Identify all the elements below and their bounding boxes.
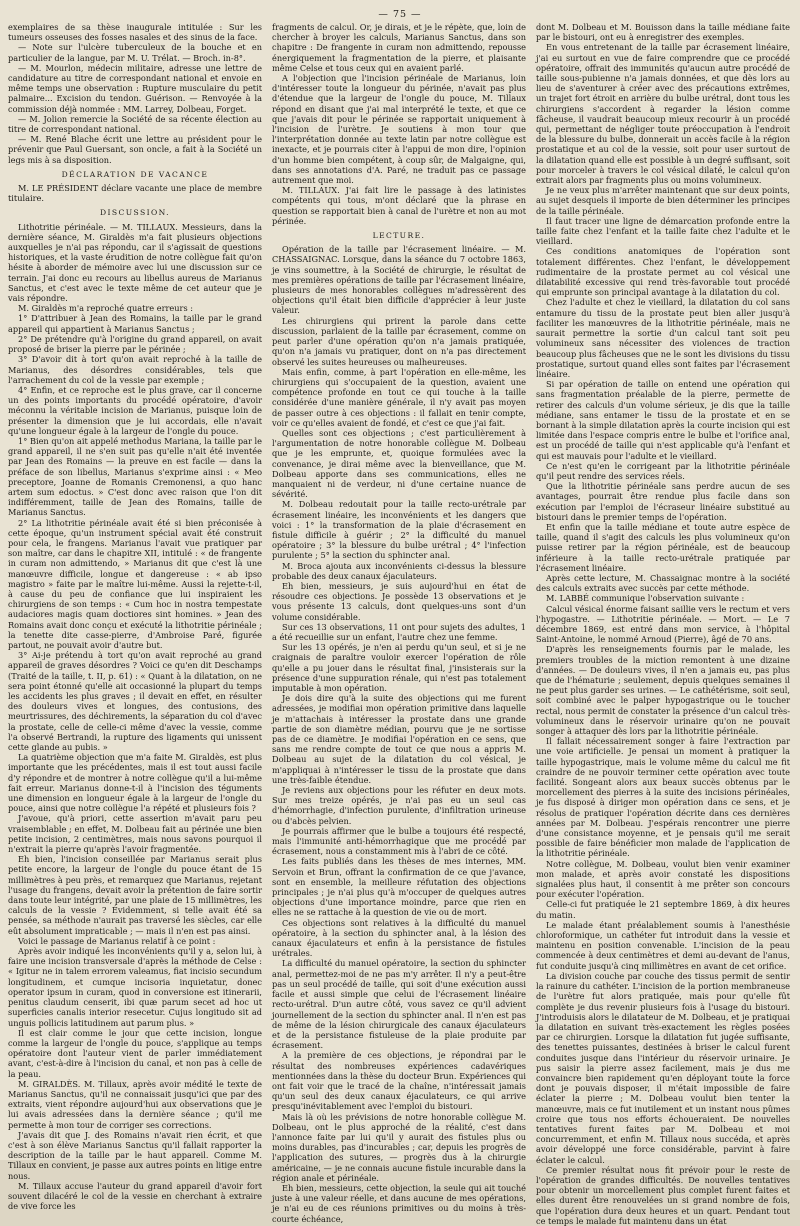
paragraph: Eh bien, messieurs, cette objection, la seule qui ait touché juste à une valeur réelle, et dans aucune de mes opérations, je n'ai eu de ces réunions primitives ou du moins à très-courte échéance, [272, 1182, 526, 1224]
paragraph: J'avoue, qu'à priori, cette assertion m'avait paru peu vraisemblable ; en effet, M. Dolbeau fait au périnée une bien petite incision, 2 centimètres, mais nous savons pourquoi il n'extrait la pierre qu'après l'avoir fragmentée. [8, 813, 262, 855]
paragraph: Notre collègue, M. Dolbeau, voulut bien venir examiner mon malade, et après avoir constaté les dispositions signalées plus haut, il consentit à me prêter son concours pour exécuter l'opération. [536, 858, 790, 900]
paragraph: M. Dolbeau redoutait pour la taille recto-urétrale par écrasement linéaire, les inconvénients et les dangers que voici : 1° la transformation de la plaie d'écrasement en fistule difficile à guérir ; 2° la difficulté du manuel opératoire ; 3° la blessure du bulbe urétral ; 4° l'infection purulente ; 5° la section du sphincter anal. [272, 499, 526, 561]
paragraph: Chez l'adulte et chez le vieillard, la dilatation du col sans entamure du tissu de la prostate peut bien aller jusqu'à faciliter les manœuvres de la lithotritie périnéale, mais ne saurait permettre la sortie d'un calcul tant soit peu volumineux sans nécessiter des violences de traction beaucoup plus fâcheuses que ne le sont les divisions du tissu prostatique, surtout quand elles sont faites par l'écrasement linéaire. [536, 297, 790, 379]
paragraph: Je dois dire qu'à la suite des objections qui me furent adressées, je modifiai mon opération primitive dans laquelle je m'attachais à intéresser la prostate dans une grande partie de son diamètre médian, pourvu que je ne sortisse pas de ce diamètre. Je modifiai l'opération en ce sens, que sans me rendre compte de tout ce que nous a appris M. Dolbeau au sujet de la dilatation du col vésical, je m'appliquai à n'intéresser le tissu de la prostate que dans une très-faible étendue. [272, 693, 526, 785]
paragraph: Calcul vésical énorme faisant saillie vers le rectum et vers l'hypogastre. — Lithotritie périnéale. — Mort. — Le 7 décembre 1869, est entré dans mon service, à l'hôpital Saint-Antoine, le nommé Arnoud (Pierre), âgé de 70 ans. [536, 603, 790, 645]
paragraph: Eh bien, l'incision conseillée par Marianus serait plus petite encore, la largeur de l'ongle du pouce étant de 15 millimètres à peu près, et remarquez que Marianus, rejetant l'usage du frangens, devait avoir la prétention de faire sortir dans toute leur intégrité, par une plaie de 15 millimètres, les calculs de la vessie ? Évidemment, si telle avait été sa pensée, sa méthode n'aurait pas traversé les siècles, car elle eût absolument impraticable ; — mais il n'en est pas ainsi. [8, 854, 262, 936]
paragraph: Mais là où les prévisions de notre honorable collègue M. Dolbeau, ont le plus approché de la réalité, c'est dans l'annonce faite par lui qu'il y aurait des fistules plus ou moins durables, pas d'incurables ; car, depuis les progrès de l'application des sutures, — progrès dus à la chirurgie américaine, — je ne connais aucune fistule incurable dans la région anale et périnéale. [272, 1111, 526, 1183]
paragraph: 2° La lithotritie périnéale avait été si bien préconisée à cette époque, qu'un instrument spécial avait été construit pour cela, le frangens. Marianus l'avait vue pratiquer par son maître, car dans le chapitre XII, intitulé : « de frangente in curam non admittendo, » Marianus dit que c'est là une manœuvre difficile, longue et dangereuse : « ab ipso magistro » faite par le maître lui-même. Aussi la rejette-t-il, à cause du peu de confiance que lui inspiraient les chirurgiens de son temps : « Cum hoc in nostra tempestate audaciores magis quam doctiores sint homines. » Jean des Romains avait donc conçu et exécuté la lithotritie périnéale ; la tenette dite casse-pierre, d'Ambroise Paré, figurée partout, ne pouvait avoir d'autre but. [8, 517, 262, 650]
paragraph: La difficulté du manuel opératoire, la section du sphincter anal, permettez-moi de ne pas m'y arrêter. Il n'y a peut-être pas un seul procédé de taille, qui soit d'une exécution aussi facile et aussi simple que celui de l'écrasement linéaire recto-urétral. D'un autre côté, vous savez ce qu'il advient journellement de la section du sphincter anal. Il n'en est pas de même de la lésion chirurgicale des canaux éjaculateurs et de la persistance fistuleuse de la plaie produite par écrasement. [272, 958, 526, 1051]
section-heading: LECTURE. [372, 231, 426, 241]
paragraph: Après avoir indiqué les inconvénients qu'il y a, selon lui, à faire une incision transversale d'après la méthode de Celse : « Igitur ne in talem errorem valeamus, fiat incisio secundum longitudinem, et cumque incisoria inquietatur, donec operator ipsum in curam, quod in conversione est itinerarii, penitus claudum censerit, ibi quæ parum secet ad hoc ut superficies canalis interior resecetur. Cujus longitudo sit ad unguis pollicis latitudinem aut parum plus. » [8, 946, 262, 1028]
paragraph: J'avais dit que J. des Romains n'avait rien écrit, et que c'est à son élève Marianus Sanctus qu'il fallait rapporter la description de la taille par le haut appareil. Comme M. Tillaux en convient, je passe aux autres points en litige entre nous. [8, 1129, 262, 1181]
paragraph: M. LE PRÉSIDENT déclare vacante une place de membre titulaire. [8, 183, 262, 204]
paragraph: Que la lithotritie périnéale sans perdre aucun de ses avantages, pourrait être rendue plus facile dans son exécution par l'emploi de l'écraseur linéaire substitué au bistouri dans le premier temps de l'opération. [536, 481, 790, 522]
paragraph: M. TILLAUX. J'ai fait lire le passage à des latinistes compétents qui tous, m'ont déclaré que la phrase en question se rapportait bien à canal de l'urètre et non au mot périnée. [272, 185, 526, 226]
page-number: — 75 — [378, 9, 422, 20]
paragraph: M. LABBÉ communique l'observation suivante : [546, 593, 745, 604]
paragraph: La division couche par couche des tissus permit de sentir la rainure du cathéter. L'incision de la portion membraneuse de l'urètre fut alors pratiquée, mais pour qu'elle fût complète je dus revenir plusieurs fois à l'usage du bistouri. J'introduisis alors le dilatateur de M. Dolbeau, et je pratiquai la dilatation en suivant très-exactement les règles posées par ce chirurgien. Lorsque la dilatation fut jugée suffisante, des tenettes puissantes, destinées à briser le calcul furent conduites jusque dans l'intérieur du réservoir urinaire. Je pus saisir la pierre assez facilement, mais je dus me convaincre bien rapidement qu'en déployant toute la force dont je pouvais disposer, il m'était impossible de faire éclater la pierre ; M. Dolbeau voulut bien tenter la manœuvre, mais ce fut inutilement et un instant nous pûmes croire que tous nos efforts échoueraient. De nouvelles tentatives furent faites par M. Dolbeau et moi concurremment, et enfin M. Tillaux nous succéda, et après avoir développé une force considérable, parvint à faire éclater le calcul. [536, 970, 790, 1165]
paragraph: 4° Enfin, et ce reproche est le plus grave, car il concerne un des points importants du procédé opératoire, d'avoir méconnu la véritable incision de Marianus, puisque loin de présenter la dimension que je lui accordais, elle n'avait qu'une longueur égale à la largeur de l'ongle du pouce. [8, 384, 262, 436]
paragraph: Le malade étant préalablement soumis à l'anesthésie chloroformique, un cathéter fut introduit dans la vessie et maintenu en position convenable. L'incision de la peau commencée à deux centimètres et demi au-devant de l'anus, fut conduite jusqu'à cinq millimètres en avant de cet orifice. [536, 919, 790, 971]
column-left [8, 22, 262, 1212]
paragraph: Sur les 13 opérés, je n'en ai perdu qu'un seul, et si je ne craignais de paraître vouloir exercer l'opération de rôle qu'elle a pu jouer dans le résultat final, j'insisterais sur la présence d'une suppuration rénale, qui n'est pas totalement imputable à mon opération. [272, 642, 526, 693]
paragraph: Après cette lecture, M. Chassaignac montre à la société des calculs extraits avec succès par cette méthode. [536, 572, 790, 594]
paragraph: — M. Jolion remercie la Société de sa récente élection au titre de correspondant national. [8, 113, 262, 135]
paragraph: Sur ces 13 observations, 11 ont pour sujets des adultes, 1 a été recueillie sur un enfant, l'autre chez une femme. [272, 621, 526, 642]
paragraph: Je pourrais affirmer que le bulbe a toujours été respecté, mais l'immunité anti-hémorrhagique que me procédé par écrasement, nous a constamment mis à l'abri de ce côté. [272, 825, 526, 857]
paragraph: fragments de calcul. Or, je dirais, et je le répète, que, loin de chercher à broyer les calculs, Marianus Sanctus, dans son chapitre : De frangente in curam non admittendo, repousse énergiquement la fragmentation de la pierre, et plaisante même Celse et tous ceux qui en avaient parlé. [272, 22, 526, 73]
paragraph: — M. Mourlon, médecin militaire, adresse une lettre de candidature au titre de correspondant national et envoie en même temps une observation : Rupture musculaire du petit palmaire... Excision du tendon. Guérison. — Renvoyée à la commission déjà nommée : MM. Larrey, Dolbeau, Forget. [8, 62, 262, 114]
paragraph: exemplaires de sa thèse inaugurale intitulée : Sur les tumeurs osseuses des fosses nasales et des sinus de la face. [8, 22, 262, 43]
paragraph: Et enfin que la taille médiane et toute autre espèce de taille, quand il s'agit des calculs les plus volumineux qu'on puisse retirer par la région périnéale, est de beaucoup inférieure à la taille recto-urétrale pratiquée par l'écrasement linéaire. [536, 521, 790, 573]
paragraph: M. Broca ajouta aux inconvénients ci-dessus la blessure probable des deux canaux éjaculateurs. [272, 560, 526, 581]
paragraph: 1° D'attribuer à Jean des Romains, la taille par le grand appareil qui appartient à Marianus Sanctus ; [8, 313, 262, 334]
paragraph: — Note sur l'ulcère tuberculeux de la bouche et en particulier de la langue, par M. U. Trélat. — Broch. in-8°. [8, 42, 262, 63]
paragraph: 2° De prétendre qu'à l'origine du grand appareil, on avait proposé de briser la pierre par le périnée ; [8, 333, 262, 355]
paragraph: 1° Bien qu'on ait appelé methodus Mariana, la taille par le grand appareil, il ne s'en suit pas qu'elle n'ait été inventée par Jean des Romains — la preuve en est facile — dans la préface de son libellus, Marianus s'exprime ainsi : « Meo preceptore, Joanne de Romanis Cremonensi, a quo hanc artem sum edoctus. » C'est donc avec raison que l'on dit indifféremment, taille de Jean des Romains, taille de Marianus Sanctus. [8, 435, 262, 518]
paragraph: Opération de la taille par l'écrasement linéaire. — M. CHASSAIGNAC. Lorsque, dans la séance du 7 octobre 1863, je vins soumettre, à la Société de chirurgie, le résultat de mes premières opérations de taille par l'écrasement linéaire, plusieurs de mes honorables collègues m'adressèrent des objections qu'il était bien difficile d'apprécier à leur juste valeur. [272, 244, 526, 316]
paragraph: Les faits publiés dans les thèses de mes internes, MM. Servoin et Brun, offrant la confirmation de ce que j'avance, sont en ensemble, la meilleure réfutation des objections principales ; je n'ai plus qu'à m'occuper de quelques autres objections d'une importance moindre, parce que rien en elles ne se rattache à la question de vie ou de mort. [272, 856, 526, 918]
paragraph: Celle-ci fut pratiquée le 21 septembre 1869, à dix heures du matin. [536, 899, 790, 920]
paragraph: Si par opération de taille on entend une opération qui sans fragmentation préalable de la pierre, permette de retirer des calculs d'un volume sérieux, je dis que la taille médiane, sans entamer le tissu de la prostate et en se bornant à la simple dilatation après la courte incision qui est limitée dans l'espace compris entre le bulbe et l'orifice anal, est un procédé de taille qui n'est applicable qu'à l'enfant et qui est mauvais pour l'adulte et le vieillard. [536, 379, 790, 461]
paragraph: D'après les renseignements fournis par le malade, les premiers troubles de la miction remontent à une dizaine d'années. — De douleurs vives, il n'en a jamais eu, pas plus que de l'hématurie ; seulement, depuis quelques semaines il ne peut plus garder ses urines. — Le cathétérisme, soit seul, soit combiné avec le palper hypogastrique ou le toucher rectal, nous permit de constater la présence d'un calcul très-volumineux dans le réservoir urinaire qu'on ne pouvait songer à attaquer dès lors par la lithotritie périnéale. [536, 644, 790, 737]
paragraph: Eh bien, messieurs, je suis aujourd'hui en état de résoudre ces objections. Je possède 13 observations et je vous présente 13 calculs, dont quelques-uns sont d'un volume considérable. [272, 580, 526, 622]
column-right [536, 22, 790, 1226]
paragraph: — M. René Blache écrit une lettre au président pour le prévenir que Paul Guersant, son oncle, a fait à la Société un legs mis à sa disposition. [8, 134, 262, 165]
paragraph: dont M. Dolbeau et M. Bouisson dans la taille médiane faite par le bistouri, ont eu à enregistrer des exemples. [536, 22, 790, 43]
column-middle [272, 22, 526, 1224]
paragraph: M. Tillaux accuse l'auteur du grand appareil d'avoir fort souvent dilacéré le col de la vessie en cherchant à extraire de vive force les [8, 1180, 262, 1212]
paragraph: Les chirurgiens qui prirent la parole dans cette discussion, parlaient de la taille par écrasement, comme on peut parler d'une opération qu'on n'a jamais pratiquée, qu'on n'a jamais vu pratiquer, dont on n'a pas directement observé les suites heureuses ou malheureuses. [272, 315, 526, 367]
paragraph: A la première de ces objections, je répondrai par le résultat des nombreuses expériences cadavériques mentionnées dans la thèse du docteur Brun. Expériences qui ont fait voir que le tracé de la chaîne, n'intéressait jamais qu'un seul des deux canaux éjaculateurs, ce qui arrive presqu'inévitablement avec l'emploi du bistouri. [272, 1050, 526, 1112]
paragraph: Lithotritie périnéale. — M. TILLAUX. Messieurs, dans la dernière séance, M. Giraldès m'a fait plusieurs objections auxquelles je n'ai pas répondu, car il s'agissait de questions historiques, et la vaste érudition de notre collègue fait qu'on hésite à aborder de mémoire avec lui une discussion sur ce terrain. J'ai donc eu recours au libellus aureus de Marianus Sanctus, et c'est avec le texte même de cet auteur que je vais répondre. [8, 221, 262, 304]
paragraph: Voici le passage de Marianus relatif à ce point : [18, 935, 216, 946]
section-heading: DISCUSSION. [100, 208, 170, 218]
paragraph: Quelles sont ces objections ; c'est particulièrement à l'argumentation de notre honorable collègue M. Dolbeau que je les emprunte, et, quoique formulées avec la convenance, je dirai même avec la bienveillance, que M. Dolbeau apporte dans ses communications, elles ne manquaient ni de verdeur, ni d'une certaine nuance de sévérité. [272, 427, 526, 500]
paragraph: Je ne veux plus m'arrêter maintenant que sur deux points, au sujet desquels il importe de bien déterminer les principes de la taille périnéale. [536, 185, 790, 216]
paragraph: Ce n'est qu'en le corrigeant par la lithotritie périnéale qu'il peut rendre des services réels. [536, 460, 790, 481]
paragraph: M. GIRALDÈS. M. Tillaux, après avoir médité le texte de Marianus Sanctus, qu'il ne connaissait jusqu'ici que par des extraits, vient répondre aujourd'hui aux observations que je lui avais adressées dans la dernière séance ; qu'il me permette à mon tour de corriger ses corrections. [8, 1078, 262, 1130]
text-columns [8, 22, 792, 1226]
section-heading: DÉCLARATION DE VACANCE [61, 169, 209, 179]
paragraph: A l'objection que l'incision périnéale de Marianus, loin d'intéresser toute la longueur du périnée, n'avait pas plus d'étendue que la largeur de l'ongle du pouce, M. Tillaux répond en disant que j'ai mal interprété le texte, et que ce que j'avais dit pour le périnée se rapportait uniquement à l'incision de l'urètre. Je soutiens à mon tour que l'interprétation donnée au texte latin par notre collègue est inexacte, et je pourrais citer à l'appui de mon dire, l'opinion d'un homme bien compétent, à coup sûr, de Malgaigne, qui, dans ses annotations d'A. Paré, ne traduit pas ce passage autrement que moi. [272, 73, 526, 186]
paragraph: Il est clair comme le jour que cette incision, longue comme la largeur de l'ongle du pouce, s'applique au temps opératoire dont l'auteur vient de parler immédiatement avant, c'est-à-dire à l'incision du canal, et non pas à celle de la peau. [8, 1027, 262, 1079]
paragraph: Je reviens aux objections pour les réfuter en deux mots. Sur mes treize opérés, je n'ai pas eu un seul cas d'hémorrhagie, d'infection purulente, d'infiltration urineuse ou d'abcès pelvien. [272, 785, 526, 826]
paragraph: Ces objections sont relatives à la difficulté du manuel opératoire, à la section du sphincter anal, à la lésion des canaux éjaculateurs et enfin à la persistance de fistules urétrales. [272, 917, 526, 959]
paragraph: Ce premier résultat nous fit prévoir pour le reste de l'opération de grandes difficultés. De nouvelles tentatives pour obtenir un morcellement plus complet furent faites et elles durent être renouvelées un si grand nombre de fois, que l'opération dura deux heures et un quart. Pendant tout ce temps le malade fut maintenu dans un état [536, 1164, 790, 1226]
paragraph: M. Giraldès m'a reproché quatre erreurs : [18, 303, 194, 314]
paragraph: 3° D'avoir dit à tort qu'on avait reproché à la taille de Marianus, des désordres considérables, tels que l'arrachement du col de la vessie par exemple ; [8, 354, 262, 385]
paragraph: La quatrième objection que m'a faite M. Giraldès, est plus importante que les précédentes, mais il est tout aussi facile d'y répondre et de montrer à notre collègue qu'il a lui-même fait erreur. Marianus donne-t-il à l'incision des téguments une dimension en longueur égale à la largeur de l'ongle du pouce, ainsi que notre collègue l'a répété et plusieurs fois ? [8, 752, 262, 814]
paragraph: Mais enfin, comme, à part l'opération en elle-même, les chirurgiens qui s'occupaient de la question, avaient une compétence profonde en tout ce qui touche à la taille considérée d'une manière générale, il n'y avait pas moyen de passer outre à ces objections : il fallait en tenir compte, voir ce qu'elles avaient de fondé, et c'est ce que j'ai fait. [272, 366, 526, 428]
paragraph: Ces conditions anatomiques de l'opération sont totalement différentes. Chez l'enfant, le développement rudimentaire de la prostate permet au col vésical une dilatabilité excessive qui rend très-favorable tout procédé qui emprunte son principal avantage à la dilatation du col. [536, 246, 790, 298]
paragraph: En vous entretenant de la taille par écrasement linéaire, j'ai eu surtout en vue de faire comprendre que ce procédé opératoire, offrait des immunités qu'aucun autre procédé de taille sous-pubienne n'a jamais données, et que dès lors au lieu de s'aventurer à créer avec des précautions extrêmes, un trajet fort étroit en arrière du bulbe urétral, dont tous les chirurgiens s'accordent à regarder la lésion comme fâcheuse, il vaudrait beaucoup mieux recourir à un procédé qui, permettant de négliger toute préoccupation à l'endroit de la blessure du bulbe, donnerait un accès facile à la région prostatique et au col de la vessie, soit pour user surtout de la dilatation quand elle est possible à un degré suffisant, soit pour morceler à travers le col vésical dilaté, le calcul qu'on extrait alors par fragments plus ou moins volumineux. [536, 42, 790, 186]
paragraph: Il faut tracer une ligne de démarcation profonde entre la taille faite chez l'enfant et la taille faite chez l'adulte et le vieillard. [536, 215, 790, 247]
paragraph: 3° Ai-je prétendu à tort qu'on avait reproché au grand appareil de graves désordres ? Voici ce qu'en dit Deschamps (Traité de la taille, t. II, p. 61) : « Quant à la dilatation, on ne sera point étonné qu'elle ait occasionné la plupart du temps les accidents les plus graves ; il devait en effet, en résulter des douleurs vives et longues, des contusions, des meurtrissures, des déchirements, la séparation du col d'avec la prostate, celle de celle-ci même d'avec la vessie, comme l'a observé Bertrandi, la rupture des ligaments qui unissent cette glande au pubis. » [8, 650, 262, 753]
paragraph: Il fallait nécessairement songer à faire l'extraction par une voie artificielle. Je pensai un moment à pratiquer la taille hypogastrique, mais le volume même du calcul me fit craindre de ne pouvoir terminer cette opération avec toute facilité. Songeant alors aux beaux succès obtenus par le morcellement des pierres à la suite des incisions périnéales, je fus disposé à diriger mon opération dans ce sens, et je résolus de pratiquer l'opération décrite dans ces dernières années par M. Dolbeau. J'espérais rencontrer une pierre d'une consistance moyenne, et je pensais qu'il me serait possible de faire bénéficier mon malade de l'application de la lithotritie périnéale. [536, 736, 790, 859]
